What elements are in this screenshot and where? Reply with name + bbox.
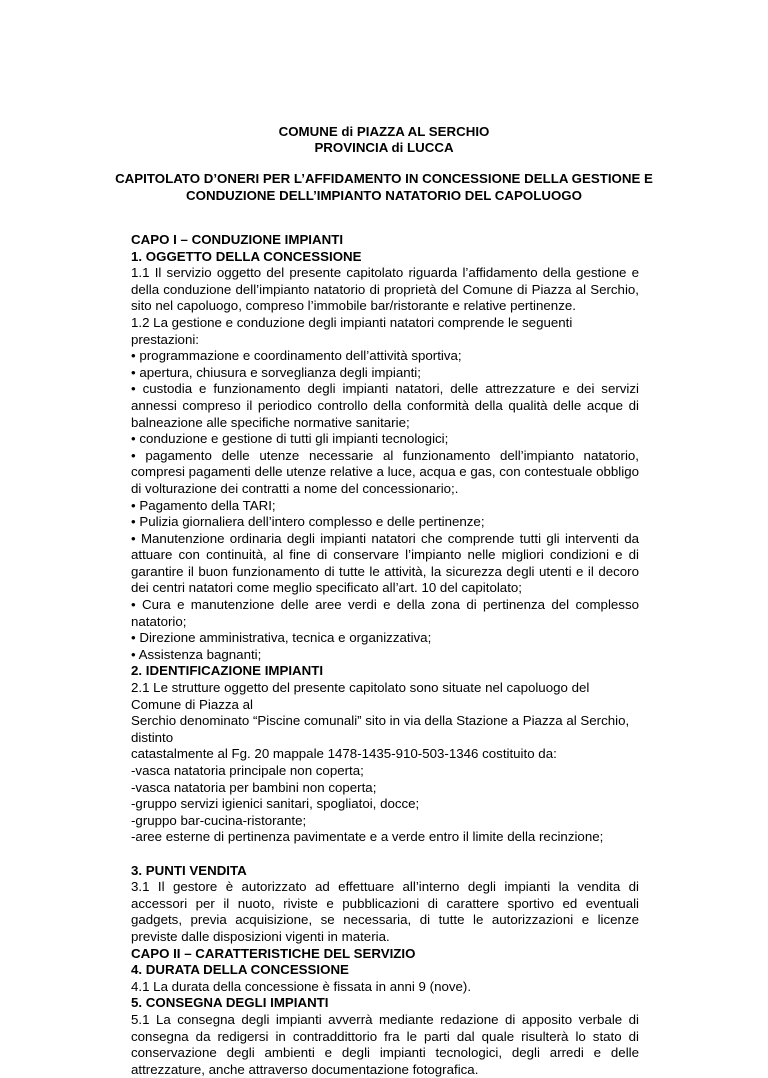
bullet-item: • programmazione e coordinamento dell’attività sportiva;: [131, 348, 462, 364]
capo-1-heading: CAPO I – CONDUZIONE IMPIANTI: [131, 232, 344, 247]
section-4-heading: 4. DURATA DELLA CONCESSIONE: [131, 962, 349, 978]
paragraph-3-1: 3.1 Il gestore è autorizzato ad effettuare all’interno degli impianti la vendita di accessori per il nuoto, riviste e pubblicazioni di carattere sportivo ed eventuali gadgets, previa acquisizione, se necessaria, di tutte le autorizzazioni e licenze previste dalle disposizioni vigenti in materia.: [131, 879, 639, 944]
paragraph-2-1-line-2: Serchio denominato “Piscine comunali” sito in via della Stazione a Piazza al Serchio, distinto: [131, 713, 630, 745]
paragraph-5-1: 5.1 La consegna degli impianti avverrà mediante redazione di apposito verbale di consegna da redigersi in contraddittorio fra le parti dal quale risulterà lo stato di conservazione degli ambienti e degli impianti tecnologici, degli arredi e delle attrezzature, anche attraverso documentazione fotografica.: [131, 1011, 639, 1077]
dash-item: -aree esterne di pertinenza pavimentate e a verde entro il limite della recinzione;: [131, 829, 604, 845]
title-line-2: CONDUZIONE DELL’IMPIANTO NATATORIO DEL CAPOLUOGO: [186, 188, 582, 203]
paragraph-1-2: 1.2 La gestione e conduzione degli impianti natatori comprende le seguenti prestazioni:: [131, 314, 573, 347]
bullet-item: • Manutenzione ordinaria degli impianti natatori che comprende tutti gli interventi da attuare con continuità, al fine di conservare l’impianto nelle migliori condizioni e di garantire il buon funzionamento di tutte le attività, la sicurezza degli utenti e il decoro dei centri natatori come meglio specificato all’art. 10 del capitolato;: [131, 530, 639, 596]
paragraph-2-1-line-1: 2.1 Le strutture oggetto del presente capitolato sono situate nel capoluogo del Comune di Piazza al: [131, 680, 590, 712]
section-3-heading: 3. PUNTI VENDITA: [131, 862, 247, 878]
section-2-heading: 2. IDENTIFICAZIONE IMPIANTI: [131, 663, 324, 679]
bullet-item: • pagamento delle utenze necessarie al funzionamento dell’impianto natatorio, compresi pagamenti delle utenze relative a luce, acqua e gas, con contestuale obbligo di volturazione dei contratti a nome del concessionario;.: [131, 447, 639, 496]
bullet-item: • Cura e manutenzione delle aree verdi e della zona di pertinenza del complesso natatorio;: [131, 597, 639, 629]
document-body: [131, 232, 639, 1078]
paragraph-2-1-line-3: catastalmente al Fg. 20 mappale 1478-1435-910-503-1346 costituito da:: [131, 746, 557, 762]
provincia-name: PROVINCIA di LUCCA: [314, 140, 454, 155]
dash-item: -gruppo servizi igienici sanitari, spogliatoi, docce;: [131, 796, 420, 812]
bullet-item: • Pagamento della TARI;: [131, 497, 276, 513]
dash-item: -vasca natatoria per bambini non coperta;: [131, 779, 377, 795]
bullet-item: • conduzione e gestione di tutti gli impianti tecnologici;: [131, 431, 449, 447]
blank-line: [131, 846, 639, 863]
capo-2-heading: CAPO II – CARATTERISTICHE DEL SERVIZIO: [131, 945, 416, 961]
title-line-1: CAPITOLATO D’ONERI PER L’AFFIDAMENTO IN CONCESSIONE DELLA GESTIONE E: [115, 171, 653, 186]
section-1-heading: 1. OGGETTO DELLA CONCESSIONE: [131, 248, 362, 264]
section-5-heading: 5. CONSEGNA DEGLI IMPIANTI: [131, 995, 329, 1011]
bullet-item: • Direzione amministrativa, tecnica e organizzativa;: [131, 630, 432, 646]
bullet-item: • Assistenza bagnanti;: [131, 646, 262, 662]
bullet-item: • apertura, chiusura e sorveglianza degli impianti;: [131, 364, 421, 380]
comune-name: COMUNE di PIAZZA AL SERCHIO: [278, 124, 490, 139]
bullet-item: • custodia e funzionamento degli impianti natatori, delle attrezzature e dei servizi annessi compreso il periodico controllo della conformità della qualità delle acque di balneazione alle specifiche normative sanitarie;: [131, 381, 639, 430]
paragraph-1-1: 1.1 Il servizio oggetto del presente capitolato riguarda l’affidamento della gestione e della conduzione dell’impianto natatorio di proprietà del Comune di Piazza al Serchio, sito nel capoluogo, compreso l’immobile bar/ristorante e relative pertinenze.: [131, 265, 639, 314]
document-title: [0, 150, 768, 204]
dash-item: -vasca natatoria principale non coperta;: [131, 763, 364, 778]
paragraph-4-1: 4.1 La durata della concessione è fissata in anni 9 (nove).: [131, 978, 472, 994]
dash-item: -gruppo bar-cucina-ristorante;: [131, 812, 307, 828]
bullet-item: • Pulizia giornaliera dell’intero complesso e delle pertinenze;: [131, 514, 485, 530]
